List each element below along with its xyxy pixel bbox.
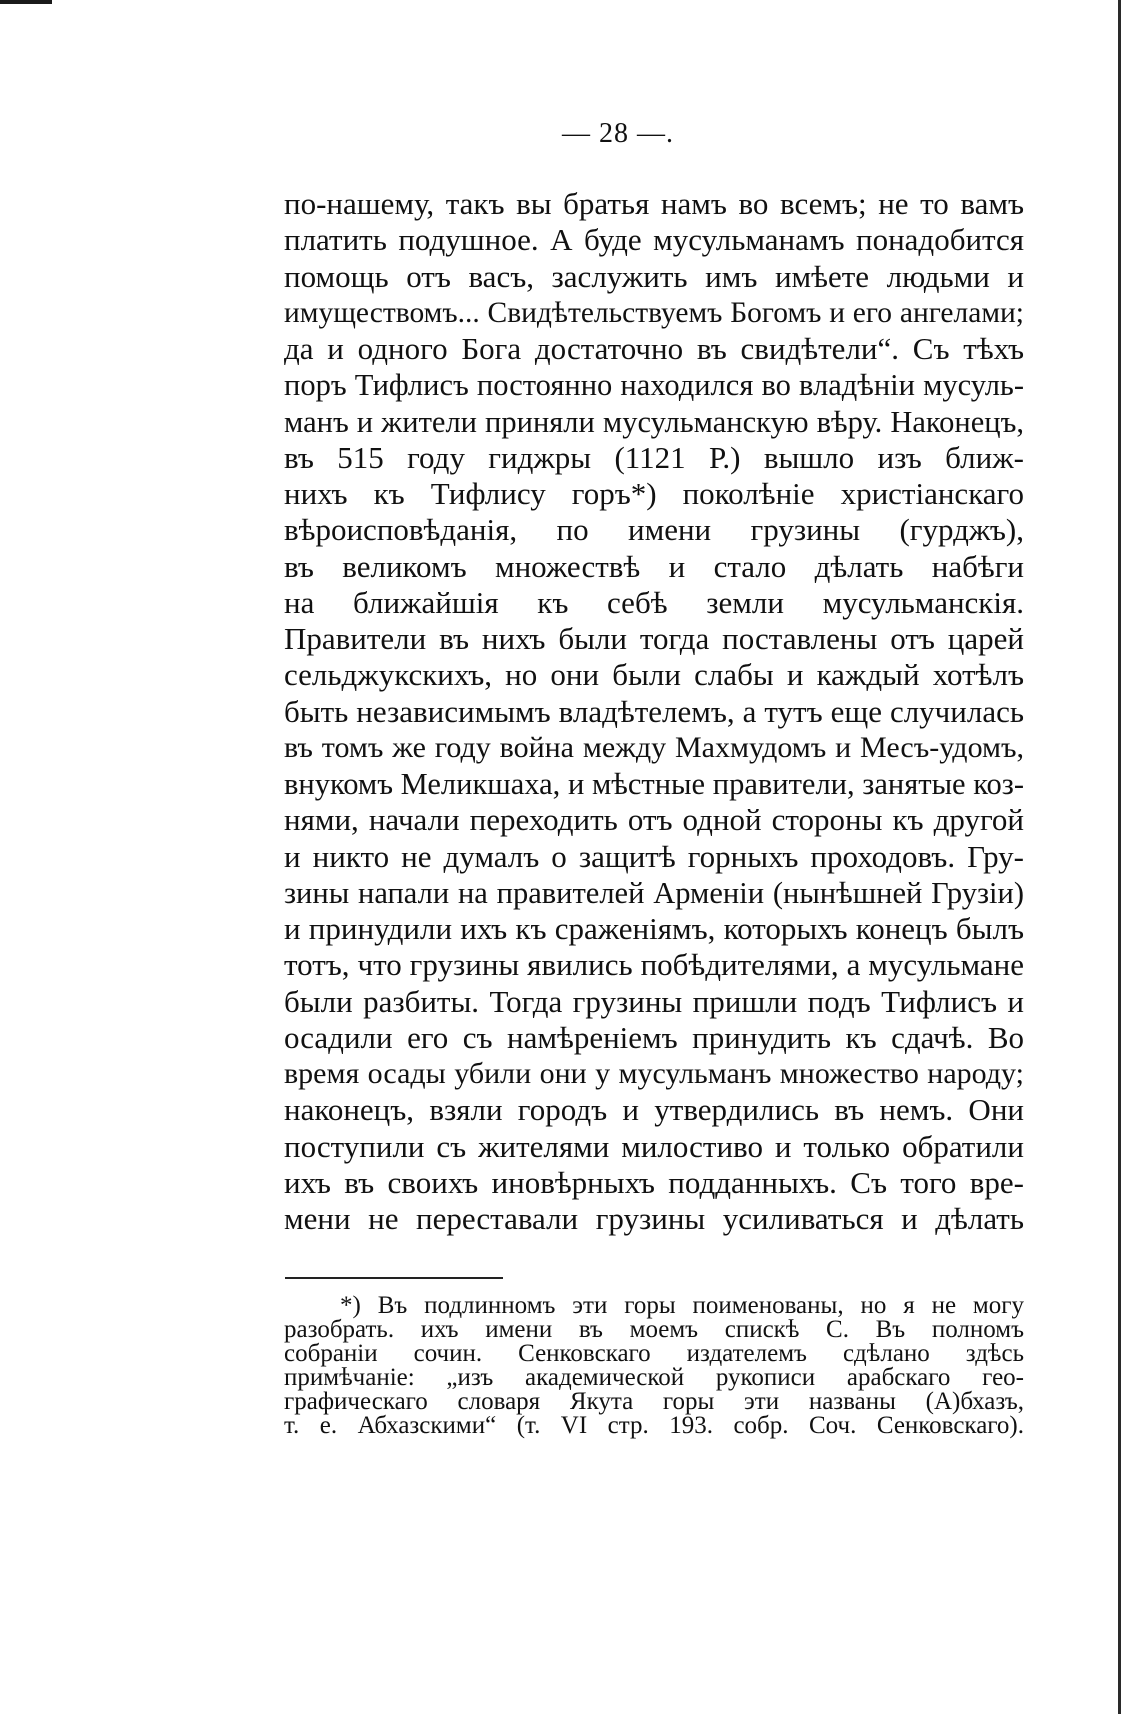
text-line: платить подушное. А буде мусульманамъ понадобится <box>284 222 1024 258</box>
page-edge-line <box>1118 0 1121 1714</box>
footnote-block <box>284 1294 1024 1438</box>
text-line: Правители въ нихъ были тогда поставлены отъ царей <box>284 621 1024 656</box>
text-line: и принудили ихъ къ сраженіямъ, которыхъ конецъ былъ <box>284 911 1024 946</box>
text-line: нями, начали переходить отъ одной стороны къ другой <box>284 802 1024 838</box>
text-line: поръ Тифлисъ постоянно находился во владѣніи мусуль- <box>284 368 1024 403</box>
text-line: нихъ къ Тифлису горъ*) поколѣніе христіанскаго <box>284 476 1024 511</box>
main-text-block <box>284 186 1024 1237</box>
text-line: въ томъ же году война между Махмудомъ и Месъ-удомъ, <box>284 730 1024 764</box>
page-header <box>0 118 1140 150</box>
scan-edge-mark <box>0 0 52 4</box>
text-line: вѣроисповѣданія, по имени грузины (гурджъ), <box>284 512 1024 548</box>
text-line: поступили съ жителями милостиво и только обратили <box>284 1128 1024 1164</box>
footnote-line: т. е. Абхазскими“ (т. VI стр. 193. собр. Соч. Сенковскаго). <box>284 1412 1024 1439</box>
text-line: на ближайшія къ себѣ земли мусульманскія. <box>284 584 1024 620</box>
footnote-line: *) Въ подлинномъ эти горы поименованы, но я не могу <box>340 1292 1024 1319</box>
text-line: въ 515 году гиджры (1121 Р.) вышло изъ ближ- <box>284 439 1024 475</box>
text-line: и никто не думалъ о защитѣ горныхъ проходовъ. Гру- <box>284 838 1024 874</box>
text-line: да и одного Бога достаточно въ свидѣтели“. Съ тѣхъ <box>284 331 1024 366</box>
footnote-line: разобрать. ихъ имени въ моемъ спискѣ С. Въ полномъ <box>284 1316 1024 1343</box>
footnote-divider <box>285 1277 503 1279</box>
text-line: были разбиты. Тогда грузины пришли подъ Тифлисъ и <box>284 983 1024 1019</box>
text-line: осадили его съ намѣреніемъ принудить къ сдачѣ. Во <box>284 1019 1024 1055</box>
text-line: быть независимымъ владѣтелемъ, а тутъ еще случилась <box>284 693 1024 729</box>
text-line: ихъ въ своихъ иновѣрныхъ подданныхъ. Съ того вре- <box>284 1164 1024 1200</box>
text-line: тотъ, что грузины явились побѣдителями, а мусульмане <box>284 947 1024 983</box>
text-line: зины напали на правителей Арменіи (нынѣшней Грузіи) <box>284 875 1024 910</box>
footnote-line: собраніи сочин. Сенковскаго издателемъ сдѣлано здѣсь <box>284 1340 1024 1367</box>
text-line: сельджукскихъ, но они были слабы и каждый хотѣлъ <box>284 657 1024 693</box>
text-line: наконецъ, взяли городъ и утвердились въ немъ. Они <box>284 1092 1024 1128</box>
footnote-line: примѣчаніе: „изъ академической рукописи арабскаго гео- <box>284 1364 1024 1391</box>
text-line: помощь отъ васъ, заслужить имъ имѣете людьми и <box>284 258 1024 294</box>
text-line: внукомъ Меликшаха, и мѣстные правители, занятые коз- <box>284 767 1024 801</box>
text-line: мени не переставали грузины усиливаться и дѣлать <box>284 1201 1024 1236</box>
text-line: время осады убили они у мусульманъ множество народу; <box>284 1057 1024 1090</box>
text-line: по-нашему, такъ вы братья намъ во всемъ; не то вамъ <box>284 186 1024 221</box>
footnote-line: графическаго словаря Якута горы эти названы (А)бхазъ, <box>284 1388 1024 1415</box>
text-line: манъ и жители приняли мусульманскую вѣру. Наконецъ, <box>284 404 1024 439</box>
text-line: имуществомъ... Свидѣтельствуемъ Богомъ и его ангелами; <box>284 296 1024 329</box>
text-line: въ великомъ множествѣ и стало дѣлать набѣги <box>284 548 1024 584</box>
page-number: — 28 —. <box>562 118 674 149</box>
